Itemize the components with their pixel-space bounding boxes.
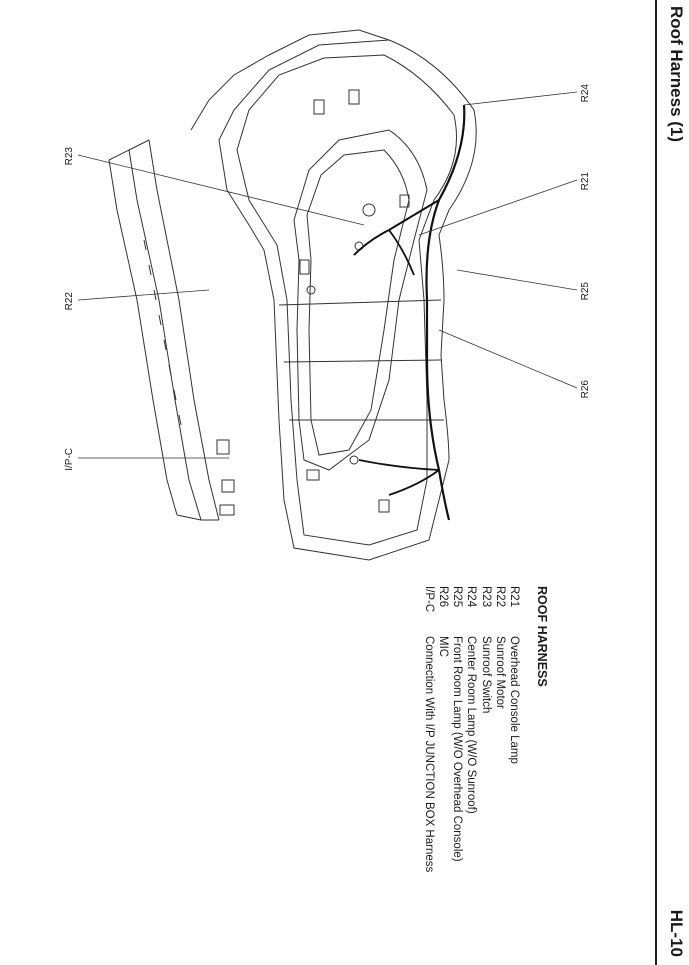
legend-code: R26 (436, 586, 449, 608)
legend-desc: Overhead Console Lamp (508, 636, 520, 764)
legend-code: R21 (508, 586, 520, 608)
callout-r25: R25 (580, 282, 591, 301)
legend-row (464, 586, 478, 926)
legend-row (478, 586, 492, 926)
leader-r23 (78, 155, 364, 225)
leader-r25 (457, 270, 577, 290)
legend-row (422, 586, 436, 926)
side-rail (149, 140, 219, 520)
leader-r24 (464, 92, 577, 105)
callout-r22: R22 (64, 292, 75, 311)
legend-desc: MIC (436, 636, 449, 658)
roof-opening (294, 130, 427, 470)
page-number: HL-10 (667, 909, 686, 957)
leader-r21 (419, 180, 577, 235)
callout-r21: R21 (580, 172, 591, 191)
callout-ipc: I/P-C (64, 448, 75, 471)
legend-row (507, 586, 521, 926)
legend-row (450, 586, 464, 926)
legend-code: R23 (479, 586, 492, 608)
page-title: Roof Harness (1) (667, 6, 686, 143)
legend-code: R22 (493, 586, 506, 608)
legend-row (493, 586, 507, 926)
leader-r22 (78, 290, 209, 300)
callout-r26: R26 (580, 380, 591, 399)
legend-title: ROOF HARNESS (535, 586, 549, 687)
rear-header (191, 30, 389, 130)
callout-r24: R24 (580, 84, 591, 103)
legend-code: R25 (451, 586, 464, 608)
legend-desc: Sunroof Motor (493, 636, 506, 709)
legend-desc: Center Room Lamp (W/O Sunroof) (465, 636, 478, 814)
legend-row (436, 586, 450, 926)
legend-desc: Front Room Lamp (W/O Overhead Console) (451, 636, 464, 862)
legend-desc: Sunroof Switch (479, 636, 492, 714)
callout-r23: R23 (64, 147, 75, 166)
legend-desc: Connection With I/P JUNCTION BOX Harness (422, 636, 435, 873)
leader-r26 (439, 330, 577, 388)
legend (422, 586, 549, 926)
legend-code: I/P-C (422, 586, 435, 613)
harness-wire (427, 105, 465, 520)
legend-code: R24 (465, 586, 478, 608)
